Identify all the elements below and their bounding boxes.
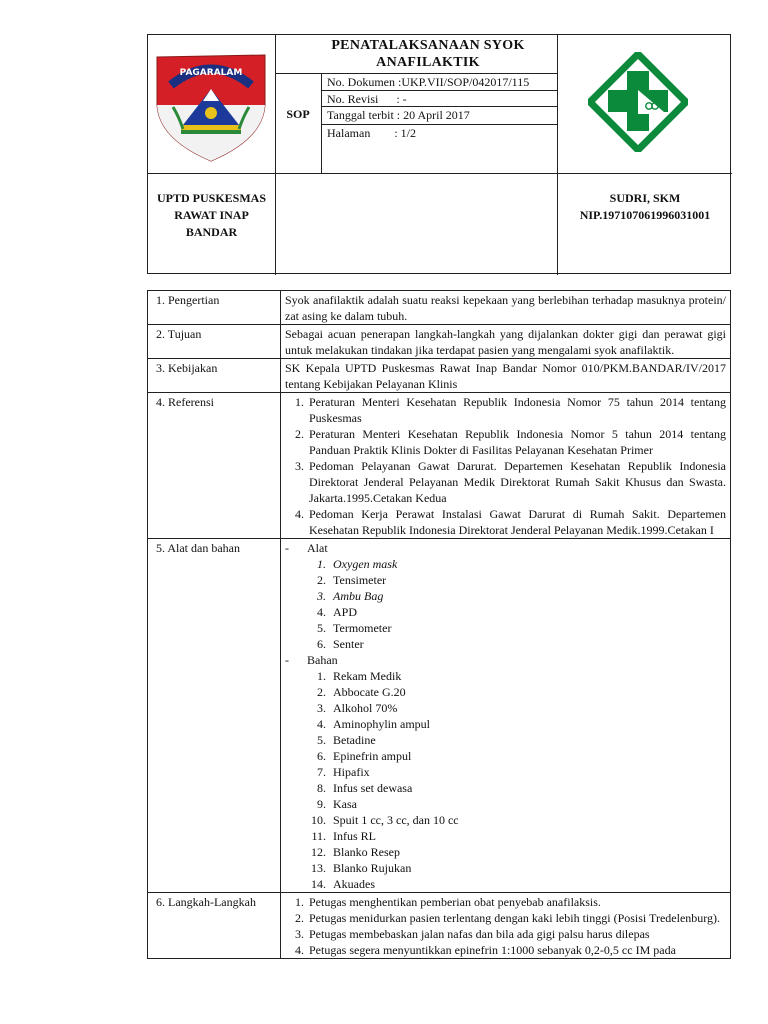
list-item: 13. Blanko Rujukan	[329, 860, 726, 876]
svg-text:PAGARALAM: PAGARALAM	[179, 68, 243, 78]
label-alat-bahan: 5. Alat dan bahan	[148, 539, 281, 893]
sop-content-table	[147, 290, 731, 959]
list-item: 3. Alkohol 70%	[329, 700, 726, 716]
bahan-heading: - Bahan	[285, 653, 338, 667]
issue-date: Tanggal terbit : 20 April 2017	[327, 108, 470, 122]
header-divider-left	[275, 35, 276, 275]
alat-heading: - Alat	[285, 541, 328, 555]
list-item: 11. Infus RL	[329, 828, 726, 844]
header-middle-line	[148, 173, 732, 174]
list-item: 12. Blanko Resep	[329, 844, 726, 860]
list-item: 5. Betadine	[329, 732, 726, 748]
list-item: 6. Senter	[329, 636, 726, 652]
list-item: 2. Petugas menidurkan pasien terlentang dengan kaki lebih tinggi (Posisi Tredelenburg).	[307, 910, 726, 926]
list-item: 4. Petugas segera menyuntikkan epinefrin 1:1000 sebanyak 0,2-0,5 cc IM pada	[307, 942, 726, 958]
list-item: 6. Epinefrin ampul	[329, 748, 726, 764]
alat-label: Alat	[307, 541, 328, 555]
list-item: 4. Aminophylin ampul	[329, 716, 726, 732]
list-item: 4. Pedoman Kerja Perawat Instalasi Gawat Darurat di Rumah Sakit. Departemen Kesehatan Republik Indonesia Direktorat Jenderal Pelayanan Medik.1999.Cetakan I	[307, 506, 726, 538]
header-divider-right	[557, 35, 558, 275]
text-langkah	[281, 893, 731, 959]
text-pengertian: Syok anafilaktik adalah suatu reaksi kepekaan yang berlebihan terhadap masuknya protein/ zat asing ke dalam tubuh.	[281, 291, 731, 325]
label-pengertian: 1. Pengertian	[148, 291, 281, 325]
list-item: 5. Termometer	[329, 620, 726, 636]
sop-label: SOP	[286, 107, 310, 121]
puskesmas-logo	[588, 52, 688, 152]
list-item: 3. Pedoman Pelayanan Gawat Darurat. Departemen Kesehatan Republik Indonesia Direktorat Jenderal Pelayanan Medik Direktorat Rumah Sakit Khusus dan Swasta. Jakarta.1995.Cetakan Kedua	[307, 458, 726, 506]
list-item: 4. APD	[329, 604, 726, 620]
steps-list	[285, 894, 726, 958]
text-tujuan: Sebagai acuan penerapan langkah-langkah yang dijalankan dokter gigi dan perawat gigi untuk melakukan tindakan jika terdapat pasien yang mengalami syok anafilaktik.	[281, 325, 731, 359]
institution-name: UPTD PUSKESMAS RAWAT INAP BANDAR	[156, 191, 266, 239]
row-alat-bahan	[148, 539, 731, 893]
list-item: 8. Infus set dewasa	[329, 780, 726, 796]
signer-block	[558, 190, 732, 224]
text-kebijakan	[281, 359, 731, 393]
row-langkah	[148, 893, 731, 959]
list-item: 1. Rekam Medik	[329, 668, 726, 684]
list-item: 2. Tensimeter	[329, 572, 726, 588]
list-item: 7. Hipafix	[329, 764, 726, 780]
document-title: PENATALAKSANAAN SYOK ANAFILAKTIK	[331, 38, 525, 70]
list-item: 3. Petugas membebaskan jalan nafas dan bila ada gigi palsu harus dilepas	[307, 926, 726, 942]
list-item: 2. Abbocate G.20	[329, 684, 726, 700]
text-alat-bahan	[281, 539, 731, 893]
list-item: 9. Kasa	[329, 796, 726, 812]
label-kebijakan: 3. Kebijakan	[148, 359, 281, 393]
label-referensi: 4. Referensi	[148, 393, 281, 539]
list-item: 1. Petugas menghentikan pemberian obat penyebab anafilaksis.	[307, 894, 726, 910]
list-item: 10. Spuit 1 cc, 3 cc, dan 10 cc	[329, 812, 726, 828]
label-tujuan: 2. Tujuan	[148, 325, 281, 359]
pagaralam-crest-logo	[153, 47, 269, 165]
list-item: 1. Oxygen mask	[329, 556, 726, 572]
text-referensi	[281, 393, 731, 539]
document-header	[147, 34, 731, 274]
bahan-label: Bahan	[307, 653, 338, 667]
list-item: 14. Akuades	[329, 876, 726, 892]
revision-number: No. Revisi : -	[327, 92, 407, 106]
kebijakan-text: SK Kepala UPTD Puskesmas Rawat Inap Bandar Nomor 010/PKM.BANDAR/IV/2017 tentang Kebijakan Pelayanan Klinis	[285, 361, 726, 391]
row-tujuan	[148, 325, 731, 359]
signer-nip: NIP.197107061996031001	[579, 208, 711, 222]
header-divider-sop	[321, 73, 322, 173]
bahan-list	[285, 668, 726, 892]
reference-list	[285, 394, 726, 538]
signer-name: SUDRI, SKM	[609, 191, 681, 205]
list-item: 1. Peraturan Menteri Kesehatan Republik Indonesia Nomor 75 tahun 2014 tentang Puskesmas	[307, 394, 726, 426]
page-number: Halaman : 1/2	[327, 126, 416, 140]
row-kebijakan	[148, 359, 731, 393]
alat-list	[285, 556, 726, 652]
row-referensi	[148, 393, 731, 539]
row-pengertian	[148, 291, 731, 325]
list-item: 3. Ambu Bag	[329, 588, 726, 604]
document-number: No. Dokumen :UKP.VII/SOP/042017/115	[327, 75, 530, 89]
label-langkah: 6. Langkah-Langkah	[148, 893, 281, 959]
list-item: 2. Peraturan Menteri Kesehatan Republik Indonesia Nomor 5 tahun 2014 tentang Panduan Praktik Klinis Dokter di Fasilitas Pelayanan Kesehatan Primer	[307, 426, 726, 458]
